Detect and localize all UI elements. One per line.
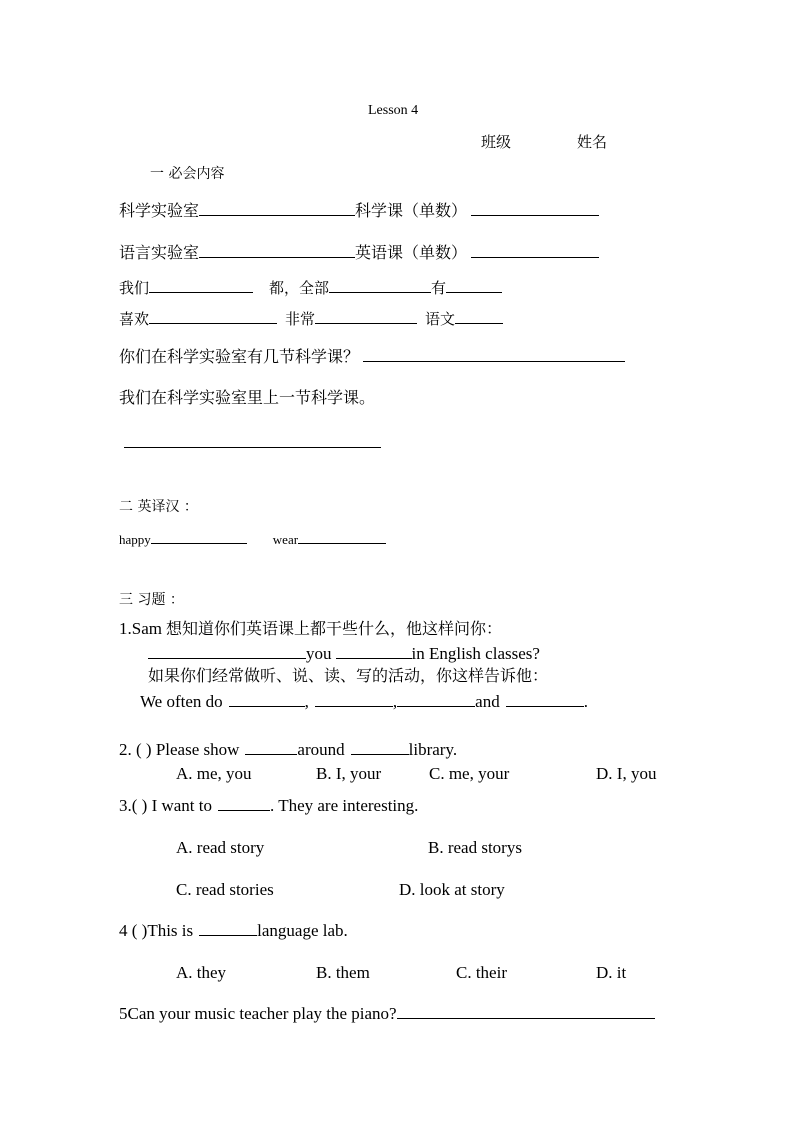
- blank-line[interactable]: [298, 542, 386, 544]
- blank-line[interactable]: [397, 705, 475, 707]
- blank-line[interactable]: [471, 214, 599, 216]
- exercise-1-number: 1.Sam: [119, 619, 162, 638]
- option-c[interactable]: C. their: [456, 963, 507, 982]
- option-a[interactable]: A. me, you: [176, 764, 252, 783]
- vocab-science-lab: 科学实验室: [119, 201, 200, 220]
- option-b[interactable]: B. read storys: [428, 838, 522, 857]
- blank-line[interactable]: [471, 256, 599, 258]
- exercise-3-stem: [119, 797, 418, 814]
- blank-line[interactable]: [148, 657, 306, 659]
- exercise-1-line1: [119, 620, 502, 637]
- blank-line[interactable]: [151, 542, 247, 544]
- vocab-all: 都，全部: [269, 279, 330, 297]
- option-b[interactable]: B. them: [316, 963, 370, 982]
- vocab-row-2: [119, 245, 599, 261]
- option-b[interactable]: B. I, your: [316, 764, 382, 783]
- phrase-in-english-classes: in English classes?: [411, 644, 540, 663]
- vocab-have: 有: [431, 279, 447, 297]
- question-2-text: 我们在科学实验室里上一节科学课。: [119, 388, 376, 407]
- translate-row: [119, 533, 386, 546]
- word-wear: wear: [272, 532, 299, 547]
- blank-line[interactable]: [229, 705, 305, 707]
- exercise-2-text-a: 2. ( ) Please show: [119, 740, 240, 759]
- blank-line[interactable]: [329, 291, 431, 293]
- option-d[interactable]: D. I, you: [596, 764, 657, 783]
- exercise-1-line2: [148, 645, 540, 662]
- blank-line[interactable]: [397, 1017, 655, 1019]
- vocab-science-class: 科学课（单数）: [355, 201, 468, 220]
- comma: ,: [304, 692, 309, 711]
- exercise-4-text-b: language lab.: [257, 921, 348, 940]
- class-label: 班级: [481, 133, 512, 151]
- exercise-3-text-b: . They are interesting.: [270, 796, 419, 815]
- blank-line[interactable]: [315, 322, 417, 324]
- vocab-english-class: 英语课（单数）: [355, 243, 468, 262]
- vocab-we: 我们: [119, 279, 150, 297]
- blank-line[interactable]: [245, 753, 297, 755]
- section2-heading: 二 英译汉 ：: [119, 499, 198, 515]
- exercise-1-line3: 如果你们经常做听、说、读、写的活动，你这样告诉他：: [148, 666, 549, 685]
- blank-line[interactable]: [149, 291, 253, 293]
- exercise-5-text: 5Can your music teacher play the piano?: [119, 1004, 397, 1023]
- page-title: Lesson 4: [368, 103, 419, 118]
- option-a[interactable]: A. read story: [176, 838, 265, 857]
- exercise-1-prompt: 想知道你们英语课上都干些什么，他这样问你：: [165, 619, 502, 638]
- blank-line[interactable]: [351, 753, 409, 755]
- option-d[interactable]: D. it: [596, 963, 627, 982]
- blank-line[interactable]: [199, 256, 355, 258]
- blank-line[interactable]: [149, 322, 277, 324]
- option-a[interactable]: A. they: [176, 963, 227, 982]
- blank-line[interactable]: [363, 360, 625, 362]
- vocab-language-lab: 语言实验室: [119, 243, 200, 262]
- section1-heading: 一 必会内容: [150, 166, 225, 182]
- exercise-2-text-b: around: [297, 740, 345, 759]
- option-c[interactable]: C. me, your: [429, 764, 510, 783]
- exercise-2-stem: [119, 741, 457, 758]
- exercise-4-text-a: 4 ( )This is: [119, 921, 194, 940]
- blank-line[interactable]: [506, 705, 584, 707]
- vocab-row-3: [119, 281, 502, 296]
- blank-line[interactable]: [218, 809, 270, 811]
- blank-line[interactable]: [455, 322, 503, 324]
- word-you: you: [306, 644, 332, 663]
- phrase-we-often-do: We often do: [140, 692, 223, 711]
- vocab-like: 喜欢: [119, 310, 150, 328]
- exercise-1-line4: [140, 693, 588, 710]
- section3-heading: 三 习题 ：: [119, 592, 184, 608]
- exercise-4-stem: [119, 922, 348, 939]
- vocab-very: 非常: [285, 310, 316, 328]
- blank-line[interactable]: [336, 657, 412, 659]
- blank-line[interactable]: [199, 934, 257, 936]
- word-happy: happy: [119, 532, 151, 547]
- name-label: 姓名: [577, 133, 608, 151]
- exercise-2-text-c: library.: [408, 740, 458, 759]
- period: .: [583, 692, 588, 711]
- option-c[interactable]: C. read stories: [176, 880, 274, 899]
- exercise-5: [119, 1005, 655, 1022]
- vocab-row-1: [119, 203, 599, 219]
- question-1: [119, 349, 625, 365]
- option-d[interactable]: D. look at story: [399, 880, 505, 899]
- exercise-3-text-a: 3.( ) I want to: [119, 796, 213, 815]
- blank-line[interactable]: [199, 214, 355, 216]
- question-1-text: 你们在科学实验室有几节科学课？: [119, 347, 360, 366]
- blank-line[interactable]: [315, 705, 393, 707]
- vocab-chinese: 语文: [425, 310, 456, 328]
- word-and: and: [475, 692, 500, 711]
- answer-line[interactable]: [124, 447, 381, 448]
- blank-line[interactable]: [446, 291, 502, 293]
- vocab-row-4: [119, 312, 503, 327]
- comma: ,: [392, 692, 398, 711]
